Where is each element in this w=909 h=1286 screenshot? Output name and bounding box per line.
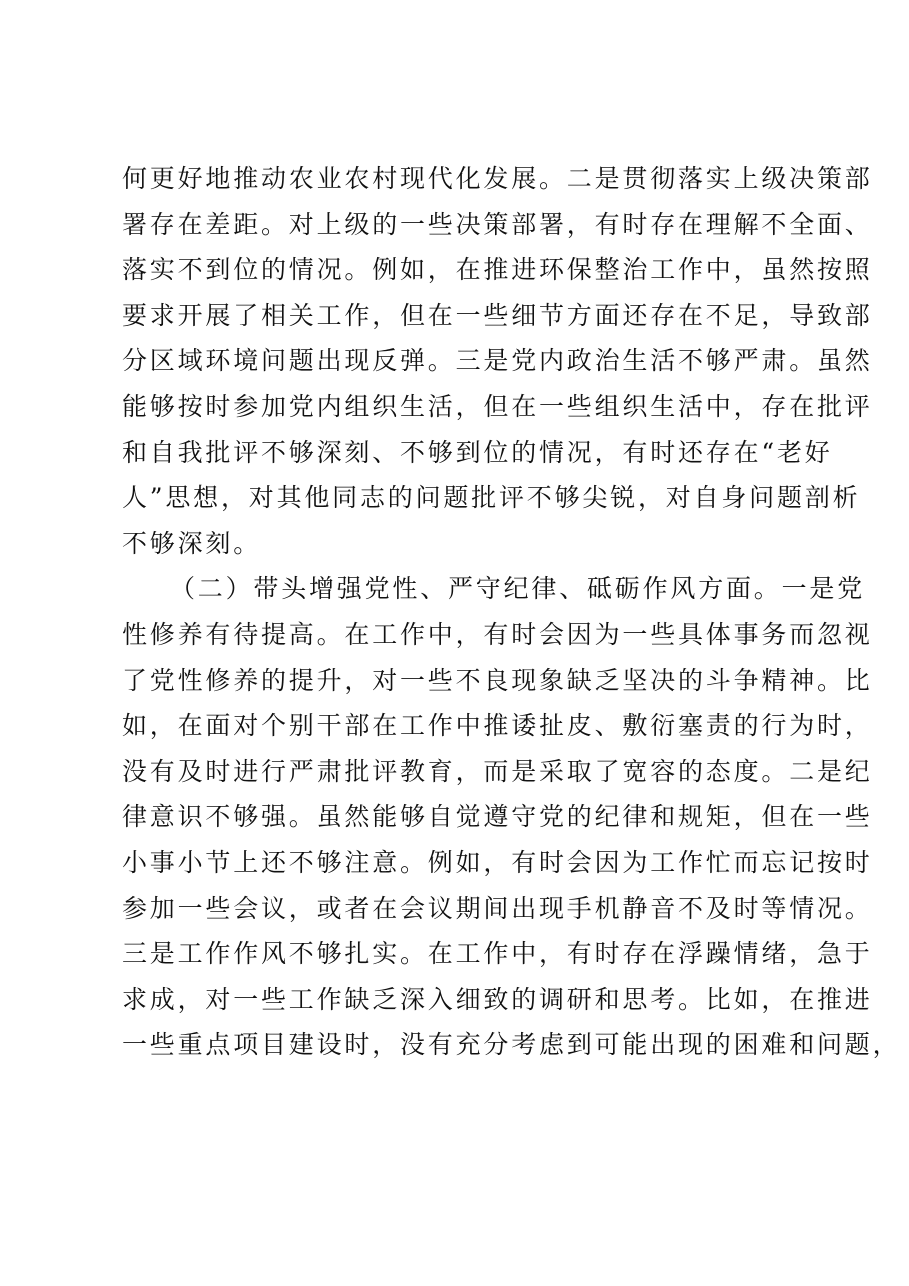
text-line: 律意识不够强。虽然能够自觉遵守党的纪律和规矩，但在一些 <box>122 802 873 832</box>
text-line: 参加一些会议，或者在会议期间出现手机静音不及时等情况。 <box>122 893 873 923</box>
text-line: 三是工作作风不够扎实。在工作中，有时存在浮躁情绪，急于 <box>122 939 873 969</box>
body-text <box>122 156 901 1068</box>
text-line: 不够深刻。 <box>122 528 262 558</box>
text-line: 性修养有待提高。在工作中，有时会因为一些具体事务而忽视 <box>122 619 873 649</box>
text-line: 何更好地推动农业农村现代化发展。二是贯彻落实上级决策部 <box>122 164 873 193</box>
text-line: 能够按时参加党内组织生活，但在一些组织生活中，存在批评 <box>122 391 873 421</box>
text-line: 如，在面对个别干部在工作中推诿扯皮、敷衍塞责的行为时， <box>122 711 873 741</box>
text-line: 一些重点项目建设时，没有充分考虑到可能出现的困难和问题， <box>122 1030 901 1060</box>
text-line: 小事小节上还不够注意。例如，有时会因为工作忙而忘记按时 <box>122 847 873 877</box>
text-line: 没有及时进行严肃批评教育，而是采取了宽容的态度。二是纪 <box>122 756 873 786</box>
text-line: 和自我批评不够深刻、不够到位的情况，有时还存在“老好 <box>122 437 833 467</box>
section-heading-line: （二）带头增强党性、严守纪律、砥砺作风方面。一是党 <box>170 574 866 604</box>
text-line: 分区域环境问题出现反弹。三是党内政治生活不够严肃。虽然 <box>122 346 873 376</box>
text-line: 要求开展了相关工作，但在一些细节方面还存在不足，导致部 <box>122 300 873 330</box>
text-line: 了党性修养的提升，对一些不良现象缺乏坚决的斗争精神。比 <box>122 665 873 695</box>
text-line: 人”思想，对其他同志的问题批评不够尖锐，对自身问题剖析 <box>122 483 861 513</box>
text-line: 落实不到位的情况。例如，在推进环保整治工作中，虽然按照 <box>122 255 873 285</box>
text-line: 求成，对一些工作缺乏深入细致的调研和思考。比如，在推进 <box>122 984 873 1014</box>
text-line: 署存在差距。对上级的一些决策部署，有时存在理解不全面、 <box>122 209 873 239</box>
